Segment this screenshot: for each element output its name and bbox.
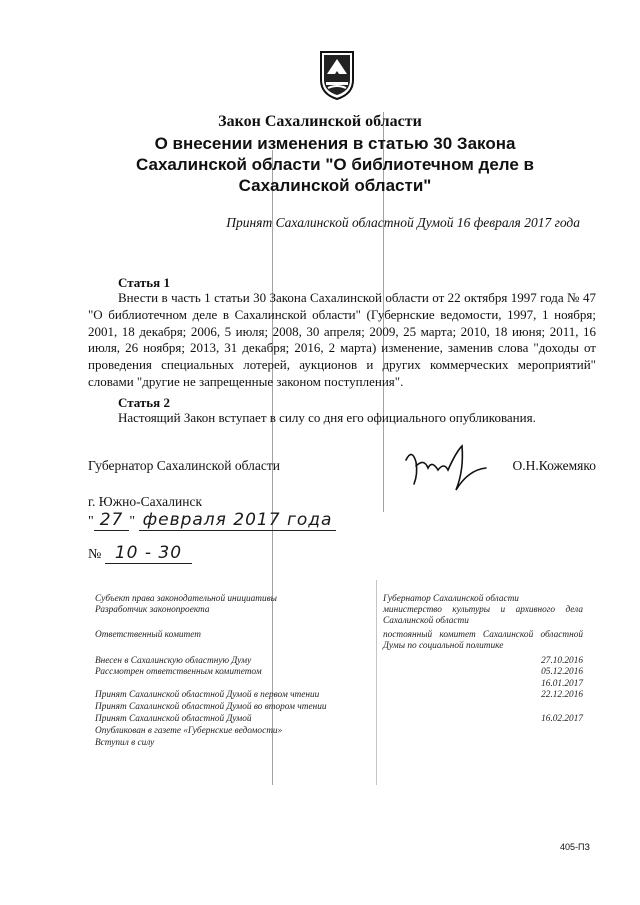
article-1-body: Внести в часть 1 статьи 30 Закона Сахалинской области от 22 октября 1997 года № 47 "О библиотечном деле в Сахалинской области" (Губернские ведомости, 1997, 1 ноября; 2001, 18 декабря; 2006, 5 июля; 2008, 30 апреля; 2009, 25 марта; 2010, 18 июня; 2011, 16 июля, 26 ноября; 2013, 31 декабря; 2016, 2 марта) изменение, заменив слова "доходы от проведения специальных лотерей, аукционов и других коммерческих мероприятий" словами "другие не запрещенные законом поступления". (88, 290, 596, 389)
handwritten-signature-icon (398, 440, 488, 500)
handwritten-month-year: февраля 2017 года (139, 510, 337, 531)
adoption-note: Принят Сахалинской областной Думой 16 февраля 2017 года (226, 215, 580, 230)
meta-reviewed-label: Рассмотрен ответственным комитетом (95, 667, 262, 677)
date-quote: " (129, 514, 136, 529)
meta-published-label: Опубликован в газете «Губернские ведомости» (95, 726, 283, 736)
city: г. Южно-Сахалинск (88, 494, 203, 509)
meta-committee-label: Ответственный комитет (95, 630, 201, 640)
meta-submitted-label: Внесен в Сахалинскую областную Думу (95, 656, 252, 666)
number-prefix: № (88, 547, 102, 562)
signer-name: О.Н.Кожемяко (512, 458, 596, 473)
meta-adopted-label: Принят Сахалинской областной Думой (95, 714, 252, 724)
date-quote: " (88, 514, 94, 529)
meta-first-reading-label: Принят Сахалинской областной Думой в первом чтении (95, 690, 320, 700)
date-line (88, 510, 336, 530)
law-title: Закон Сахалинской области (218, 113, 422, 130)
meta-date-first-reading: 22.12.2016 (541, 690, 583, 700)
article-2-heading: Статья 2 (118, 395, 170, 410)
article-2-text (88, 410, 596, 427)
meta-subject-value: Губернатор Сахалинской области (383, 594, 519, 604)
coat-of-arms-icon (318, 50, 356, 100)
meta-date-reviewed-1: 05.12.2016 (541, 667, 583, 677)
article-2-body: Настоящий Закон вступает в силу со дня его официального опубликования. (118, 410, 536, 425)
meta-date-reviewed-2: 16.01.2017 (541, 679, 583, 689)
article-1-heading: Статья 1 (118, 275, 170, 290)
meta-subject-label: Субъект права законодательной инициативы (95, 594, 277, 604)
meta-committee-value: постоянный комитет Сахалинской областной Думы по социальной политике (383, 630, 583, 651)
scan-line (376, 580, 377, 785)
meta-developer-value: министерство культуры и архивного дела Сахалинской области (383, 605, 583, 626)
article-1-text (88, 290, 596, 391)
law-subtitle: О внесении изменения в статью 30 Закона Сахалинской области "О библиотечном деле в Сахалинской области" (136, 134, 534, 195)
meta-date-submitted: 27.10.2016 (541, 656, 583, 666)
handwritten-day: 27 (94, 510, 130, 531)
meta-developer-label: Разработчик законопроекта (95, 605, 210, 615)
meta-date-adopted: 16.02.2017 (541, 714, 583, 724)
meta-second-reading-label: Принят Сахалинской областной Думой во втором чтении (95, 702, 327, 712)
handwritten-number: 10 - 30 (105, 543, 192, 564)
number-line (88, 543, 192, 563)
footer-code: 405-ПЗ (560, 842, 590, 852)
signer-position: Губернатор Сахалинской области (88, 458, 280, 473)
meta-effective-label: Вступил в силу (95, 738, 155, 748)
